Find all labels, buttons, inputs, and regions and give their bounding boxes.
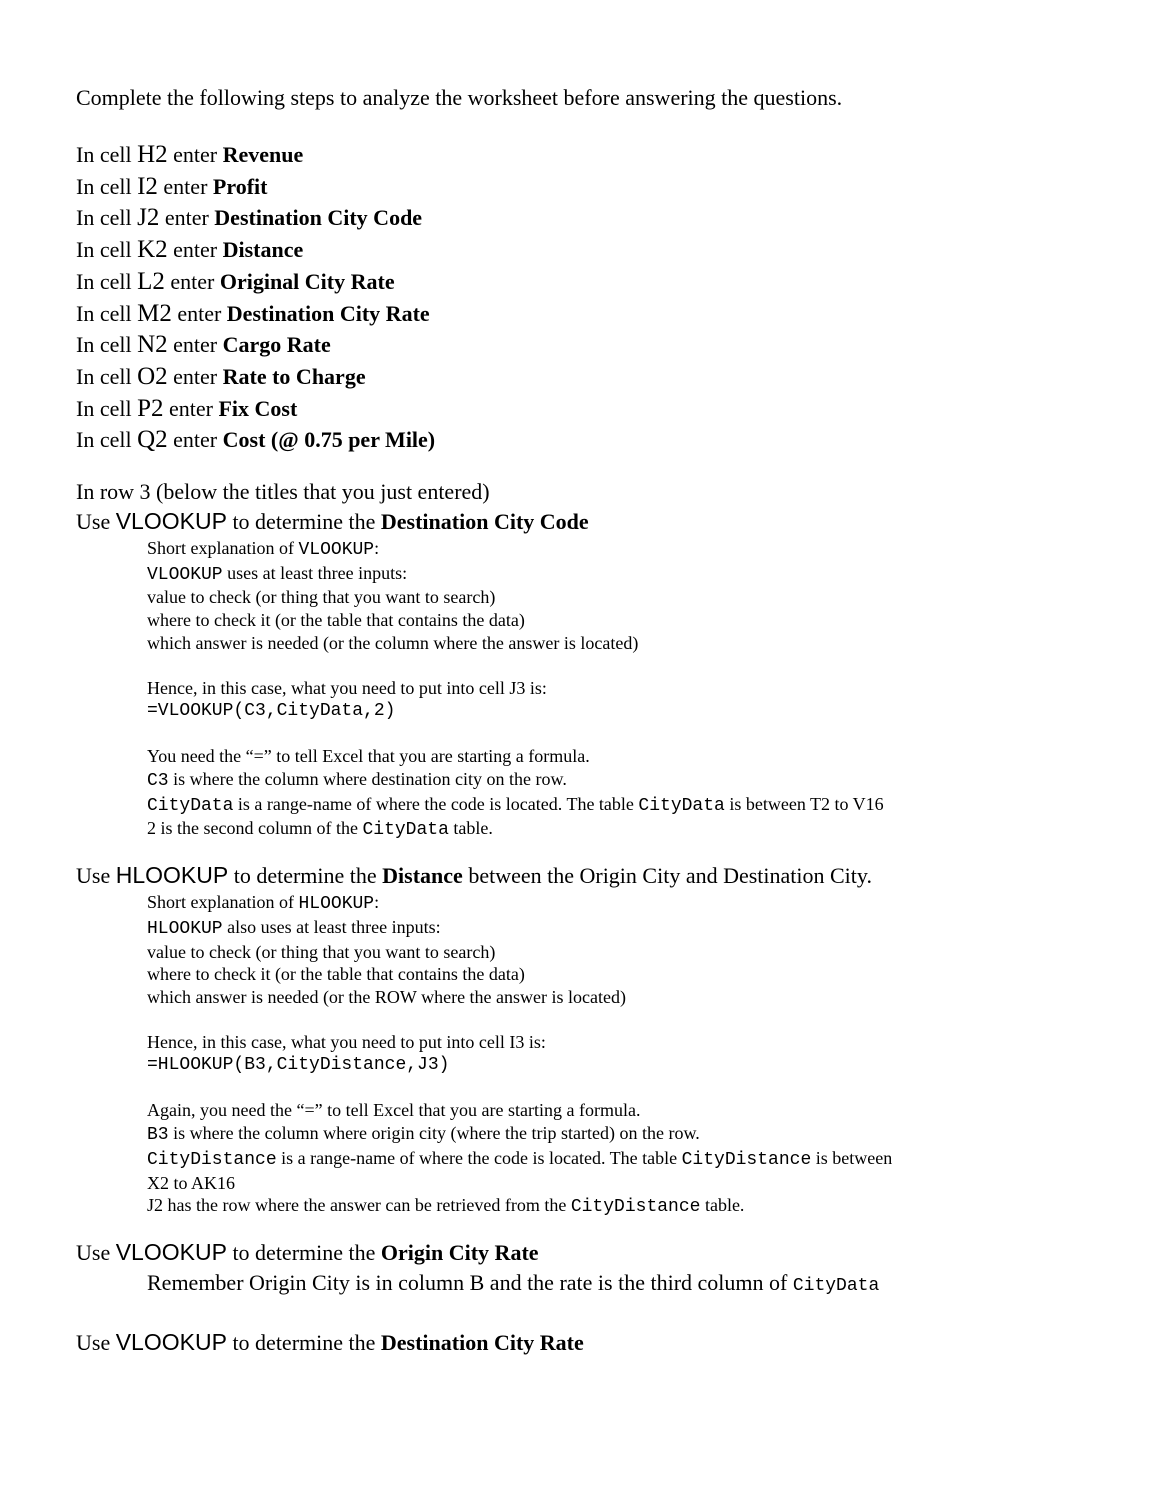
vlookup-dest-code-heading: Use VLOOKUP to determine the Destination City Code <box>76 508 589 535</box>
cell-instruction: In cell Q2 enter Cost (@ 0.75 per Mile) <box>76 426 436 454</box>
cell-instruction: In cell J2 enter Destination City Code <box>76 204 423 232</box>
exp-line: value to check (or thing that you want to search) <box>147 941 496 962</box>
exp-line: HLOOKUP also uses at least three inputs: <box>147 916 441 939</box>
exp-line: C3 is where the column where destination city on the row. <box>147 769 567 792</box>
cell-instructions <box>76 139 1076 456</box>
vlookup-dest-rate-heading: Use VLOOKUP to determine the Destination City Rate <box>76 1328 584 1355</box>
exp-line: Short explanation of VLOOKUP: <box>147 538 380 561</box>
cell-instruction: In cell I2 enter Profit <box>76 172 268 200</box>
exp-line: You need the “=” to tell Excel that you are starting a formula. <box>147 746 590 767</box>
cell-instruction: In cell M2 enter Destination City Rate <box>76 299 430 327</box>
origin-rate-note: Remember Origin City is in column B and the rate is the third column of CityData <box>147 1269 880 1296</box>
exp-line: X2 to AK16 <box>147 1172 236 1193</box>
cell-instruction: In cell N2 enter Cargo Rate <box>76 331 331 359</box>
exp-line: B3 is where the column where origin city (where the trip started) on the row. <box>147 1123 700 1146</box>
document-page <box>76 82 1076 1358</box>
cell-instruction: In cell H2 enter Revenue <box>76 141 304 168</box>
exp-line: Again, you need the “=” to tell Excel that you are starting a formula. <box>147 1100 641 1121</box>
hlookup-formula: =HLOOKUP(B3,CityDistance,J3) <box>147 1055 450 1076</box>
exp-line: where to check it (or the table that contains the data) <box>147 610 525 631</box>
exp-line: Hence, in this case, what you need to put into cell J3 is: <box>147 678 547 699</box>
exp-line: Short explanation of HLOOKUP: <box>147 892 380 915</box>
cell-instruction: In cell O2 enter Rate to Charge <box>76 362 366 390</box>
exp-line: where to check it (or the table that contains the data) <box>147 964 525 985</box>
exp-line: VLOOKUP uses at least three inputs: <box>147 562 408 585</box>
exp-line: J2 has the row where the answer can be retrieved from the CityDistance table. <box>147 1195 745 1218</box>
cell-instruction: In cell K2 enter Distance <box>76 236 304 264</box>
hlookup-distance-heading: Use HLOOKUP to determine the Distance between the Origin City and Destination City. <box>76 862 872 889</box>
exp-line: which answer is needed (or the column where the answer is located) <box>147 632 639 653</box>
hlookup-explanation <box>147 891 1076 1219</box>
exp-line: CityDistance is a range-name of where the code is located. The table CityDistance is between <box>147 1147 893 1170</box>
exp-line: which answer is needed (or the ROW where the answer is located) <box>147 986 626 1007</box>
cell-instruction: In cell L2 enter Original City Rate <box>76 267 395 295</box>
exp-line: value to check (or thing that you want to search) <box>147 587 496 608</box>
exp-line: 2 is the second column of the CityData table. <box>147 818 493 841</box>
exp-line: Hence, in this case, what you need to put into cell I3 is: <box>147 1032 546 1053</box>
row3-text: In row 3 (below the titles that you just entered) <box>76 479 490 505</box>
cell-instruction: In cell P2 enter Fix Cost <box>76 394 298 422</box>
vlookup-origin-rate-heading: Use VLOOKUP to determine the Origin City Rate <box>76 1238 539 1265</box>
vlookup-explanation <box>147 537 1076 842</box>
intro-text: Complete the following steps to analyze the worksheet before answering the questions. <box>76 85 843 110</box>
vlookup-formula: =VLOOKUP(C3,CityData,2) <box>147 700 396 721</box>
exp-line: CityData is a range-name of where the code is located. The table CityData is between T2 to V16 <box>147 793 884 816</box>
